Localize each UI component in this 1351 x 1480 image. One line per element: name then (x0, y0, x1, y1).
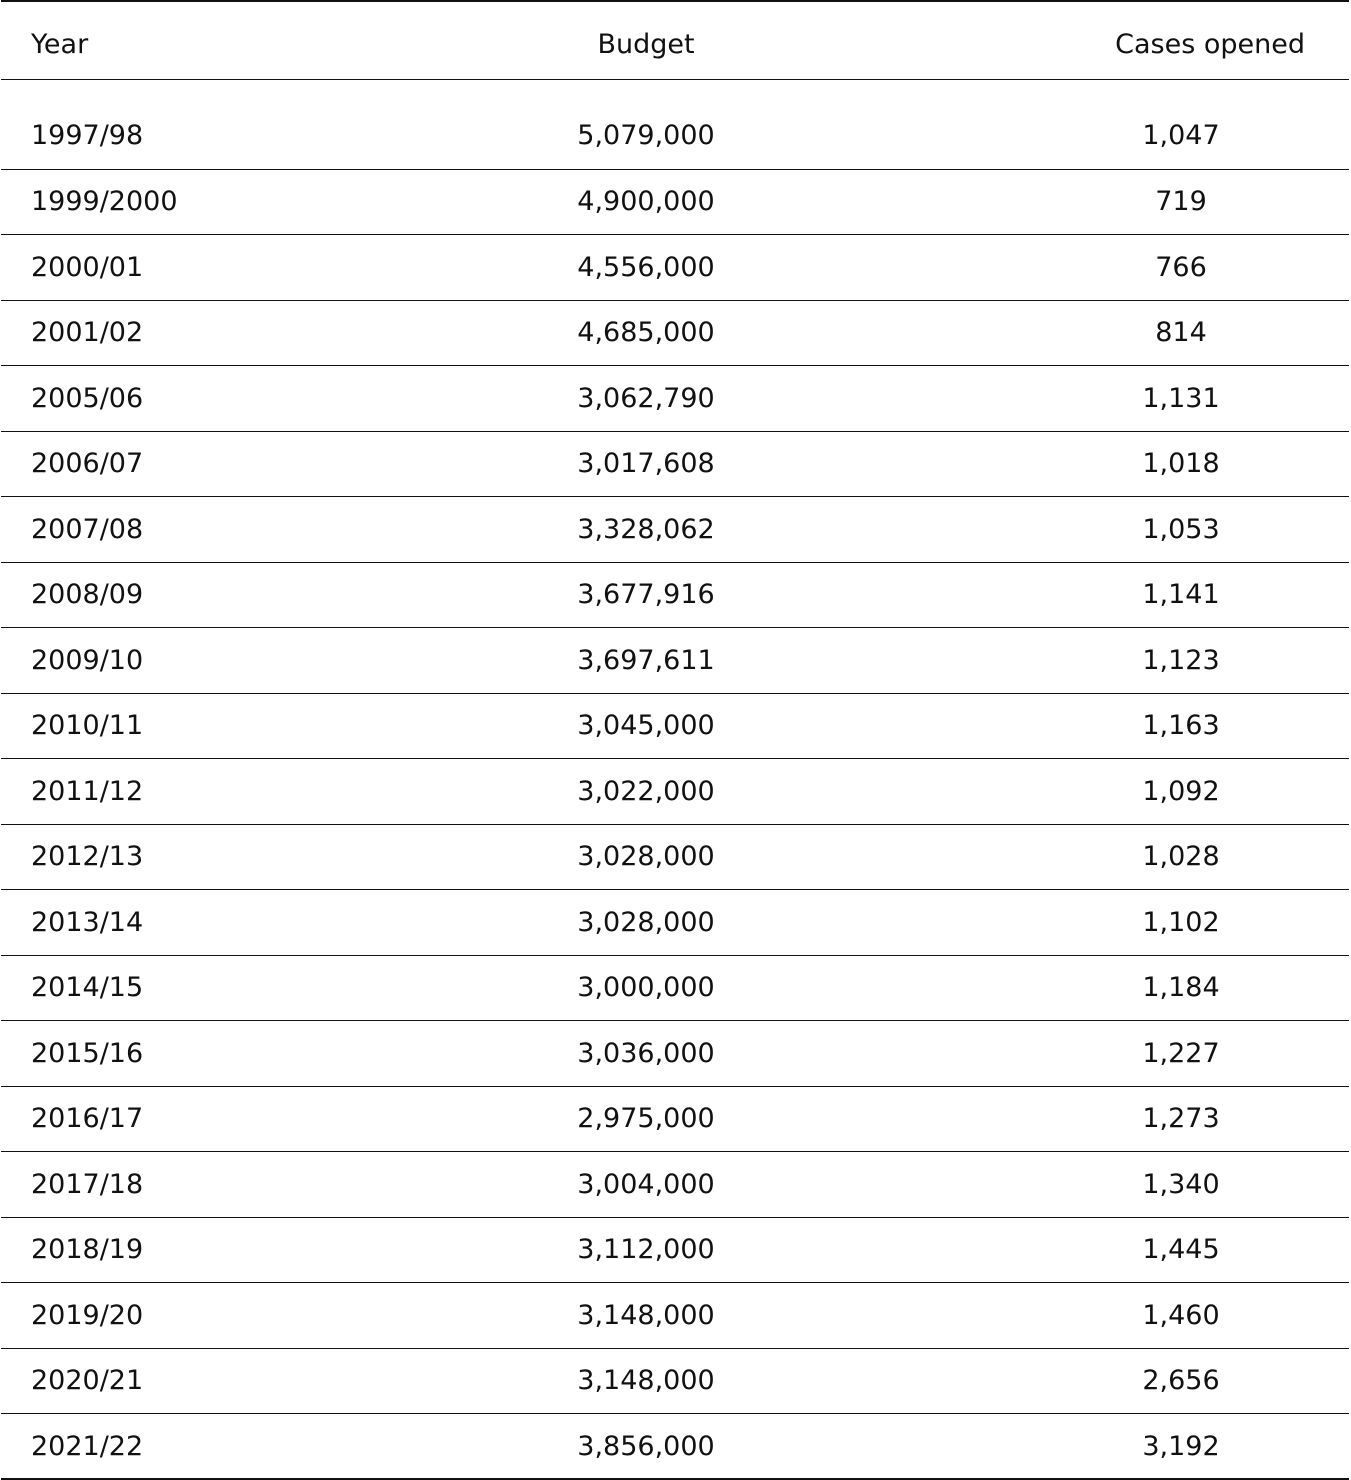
budget-cases-table (1, 0, 1349, 1480)
cell-budget: 3,112,000 (577, 1234, 715, 1266)
header-cases-opened: Cases opened (1115, 28, 1305, 60)
table-row (1, 1414, 1349, 1480)
cell-budget: 3,328,062 (577, 513, 715, 545)
cell-year: 2016/17 (31, 1103, 144, 1135)
table-row (1, 1086, 1349, 1152)
cell-budget: 3,028,000 (577, 841, 715, 873)
table-row (1, 300, 1349, 366)
cell-cases-opened: 1,131 (1142, 382, 1220, 414)
cell-year: 1999/2000 (31, 186, 178, 218)
table-row (1, 1152, 1349, 1218)
cell-cases-opened: 1,102 (1142, 906, 1220, 938)
cell-budget: 3,022,000 (577, 775, 715, 807)
cell-year: 2021/22 (31, 1430, 144, 1462)
cell-budget: 3,856,000 (577, 1430, 715, 1462)
header-year: Year (31, 28, 89, 60)
header-budget: Budget (597, 28, 695, 60)
cell-year: 2010/11 (31, 710, 144, 742)
cell-budget: 3,148,000 (577, 1365, 715, 1397)
header-row (1, 1, 1349, 79)
table-row (1, 366, 1349, 432)
cell-year: 1997/98 (31, 119, 144, 151)
table-row (1, 169, 1349, 235)
cell-cases-opened: 1,184 (1142, 972, 1220, 1004)
cell-year: 2012/13 (31, 841, 144, 873)
cell-year: 2019/20 (31, 1299, 144, 1331)
table-body (1, 79, 1349, 1479)
cell-budget: 3,004,000 (577, 1168, 715, 1200)
cell-year: 2013/14 (31, 906, 144, 938)
cell-cases-opened: 1,141 (1142, 579, 1220, 611)
cell-budget: 3,062,790 (577, 382, 715, 414)
cell-year: 2005/06 (31, 382, 144, 414)
cell-cases-opened: 719 (1155, 186, 1207, 218)
cell-cases-opened: 1,053 (1142, 513, 1220, 545)
cell-year: 2011/12 (31, 775, 144, 807)
table-row (1, 79, 1349, 169)
cell-year: 2017/18 (31, 1168, 144, 1200)
cell-cases-opened: 2,656 (1142, 1365, 1220, 1397)
cell-cases-opened: 1,018 (1142, 448, 1220, 480)
cell-budget: 3,045,000 (577, 710, 715, 742)
table-row (1, 497, 1349, 563)
table-row (1, 693, 1349, 759)
cell-cases-opened: 1,047 (1142, 119, 1220, 151)
table-row (1, 431, 1349, 497)
table-row (1, 235, 1349, 301)
cell-year: 2001/02 (31, 317, 144, 349)
cell-budget: 3,000,000 (577, 972, 715, 1004)
cell-cases-opened: 1,460 (1142, 1299, 1220, 1331)
table-row (1, 824, 1349, 890)
cell-budget: 3,677,916 (577, 579, 715, 611)
cell-budget: 3,036,000 (577, 1037, 715, 1069)
cell-budget: 4,556,000 (577, 251, 715, 283)
table-row (1, 955, 1349, 1021)
cell-cases-opened: 1,092 (1142, 775, 1220, 807)
cell-budget: 4,900,000 (577, 186, 715, 218)
budget-cases-table-container (1, 0, 1349, 1480)
table-row (1, 890, 1349, 956)
cell-year: 2007/08 (31, 513, 144, 545)
table-row (1, 759, 1349, 825)
table-row (1, 1217, 1349, 1283)
cell-budget: 5,079,000 (577, 119, 715, 151)
table-header (1, 1, 1349, 79)
cell-budget: 3,017,608 (577, 448, 715, 480)
table-row (1, 628, 1349, 694)
table-row (1, 562, 1349, 628)
cell-year: 2009/10 (31, 644, 144, 676)
table-row (1, 1021, 1349, 1087)
cell-year: 2008/09 (31, 579, 144, 611)
cell-year: 2014/15 (31, 972, 144, 1004)
cell-cases-opened: 766 (1155, 251, 1207, 283)
cell-year: 2015/16 (31, 1037, 144, 1069)
cell-year: 2006/07 (31, 448, 144, 480)
cell-budget: 4,685,000 (577, 317, 715, 349)
cell-year: 2000/01 (31, 251, 144, 283)
cell-budget: 3,028,000 (577, 906, 715, 938)
cell-cases-opened: 1,028 (1142, 841, 1220, 873)
cell-cases-opened: 1,123 (1142, 644, 1220, 676)
cell-cases-opened: 814 (1155, 317, 1207, 349)
cell-cases-opened: 3,192 (1142, 1430, 1220, 1462)
cell-cases-opened: 1,273 (1142, 1103, 1220, 1135)
cell-year: 2020/21 (31, 1365, 144, 1397)
cell-budget: 2,975,000 (577, 1103, 715, 1135)
table-row (1, 1348, 1349, 1414)
cell-cases-opened: 1,445 (1142, 1234, 1220, 1266)
table-row (1, 1283, 1349, 1349)
cell-budget: 3,148,000 (577, 1299, 715, 1331)
cell-year: 2018/19 (31, 1234, 144, 1266)
cell-cases-opened: 1,340 (1142, 1168, 1220, 1200)
cell-cases-opened: 1,163 (1142, 710, 1220, 742)
cell-cases-opened: 1,227 (1142, 1037, 1220, 1069)
cell-budget: 3,697,611 (577, 644, 715, 676)
